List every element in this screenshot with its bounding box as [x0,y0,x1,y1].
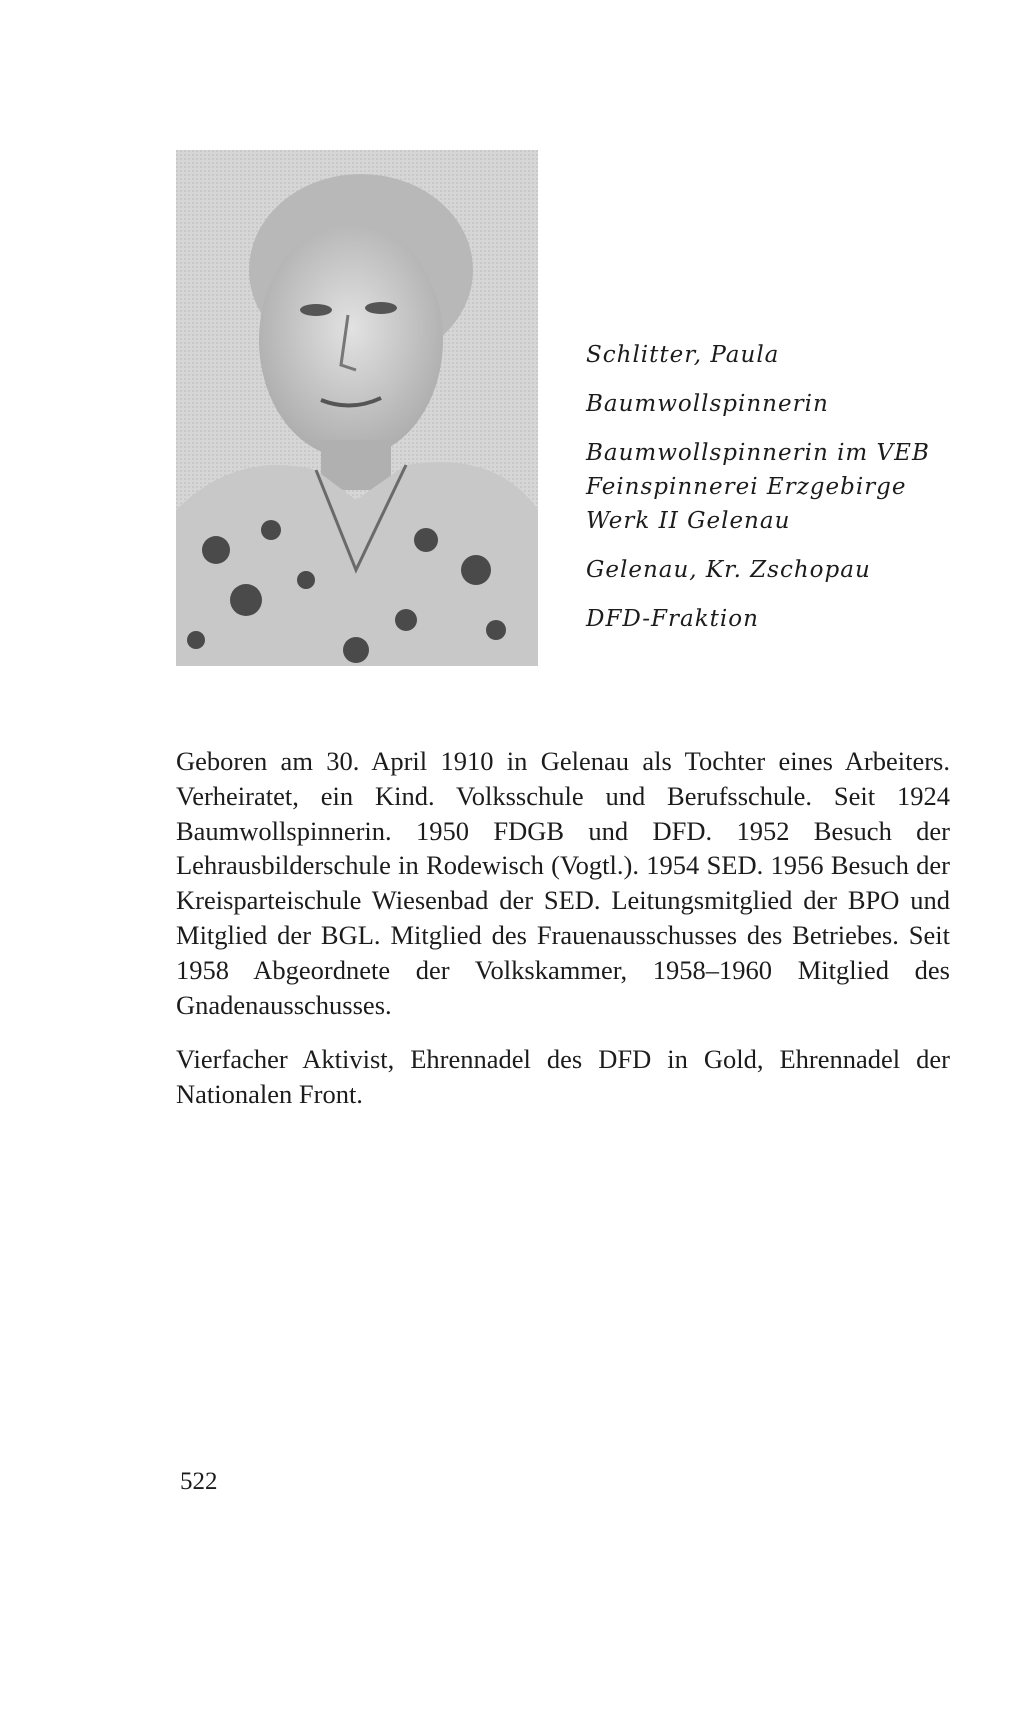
residence: Gelenau, Kr. Zschopau [586,557,871,583]
biography [176,744,950,1132]
page-number: 522 [180,1468,218,1495]
portrait-photo [176,150,538,666]
biography-paragraph-1: Geboren am 30. April 1910 in Gelenau als Tochter eines Arbeiters. Verheiratet, ein Kind. Volksschule und Berufsschule. Seit 1924 Baumwollspinnerin. 1950 FDGB und DFD. 1952 Besuch der Lehrausbilderschule in Rodewisch (Vogtl.). 1954 SED. 1956 Besuch der Kreisparteischule Wiesenbad der SED. Leitungsmitglied der BPO und Mitglied der BGL. Mitglied des Frauenausschusses des Betriebes. Seit 1958 Abgeordnete der Volkskammer, 1958–1960 Mitglied des Gnadenausschusses. [176,746,950,1020]
workplace-line-3: Werk II Gelenau [586,508,791,534]
profession: Baumwollspinnerin [586,391,829,417]
faction: DFD-Fraktion [586,606,759,632]
workplace-line-1: Baumwollspinnerin im VEB [586,440,930,466]
biography-paragraph-2: Vierfacher Aktivist, Ehrennadel des DFD in Gold, Ehrennadel der Nationalen Front. [176,1044,950,1110]
member-name: Schlitter, Paula [586,342,780,368]
portrait-image [176,150,538,666]
workplace-line-2: Feinspinnerei Erzgebirge [586,474,907,500]
